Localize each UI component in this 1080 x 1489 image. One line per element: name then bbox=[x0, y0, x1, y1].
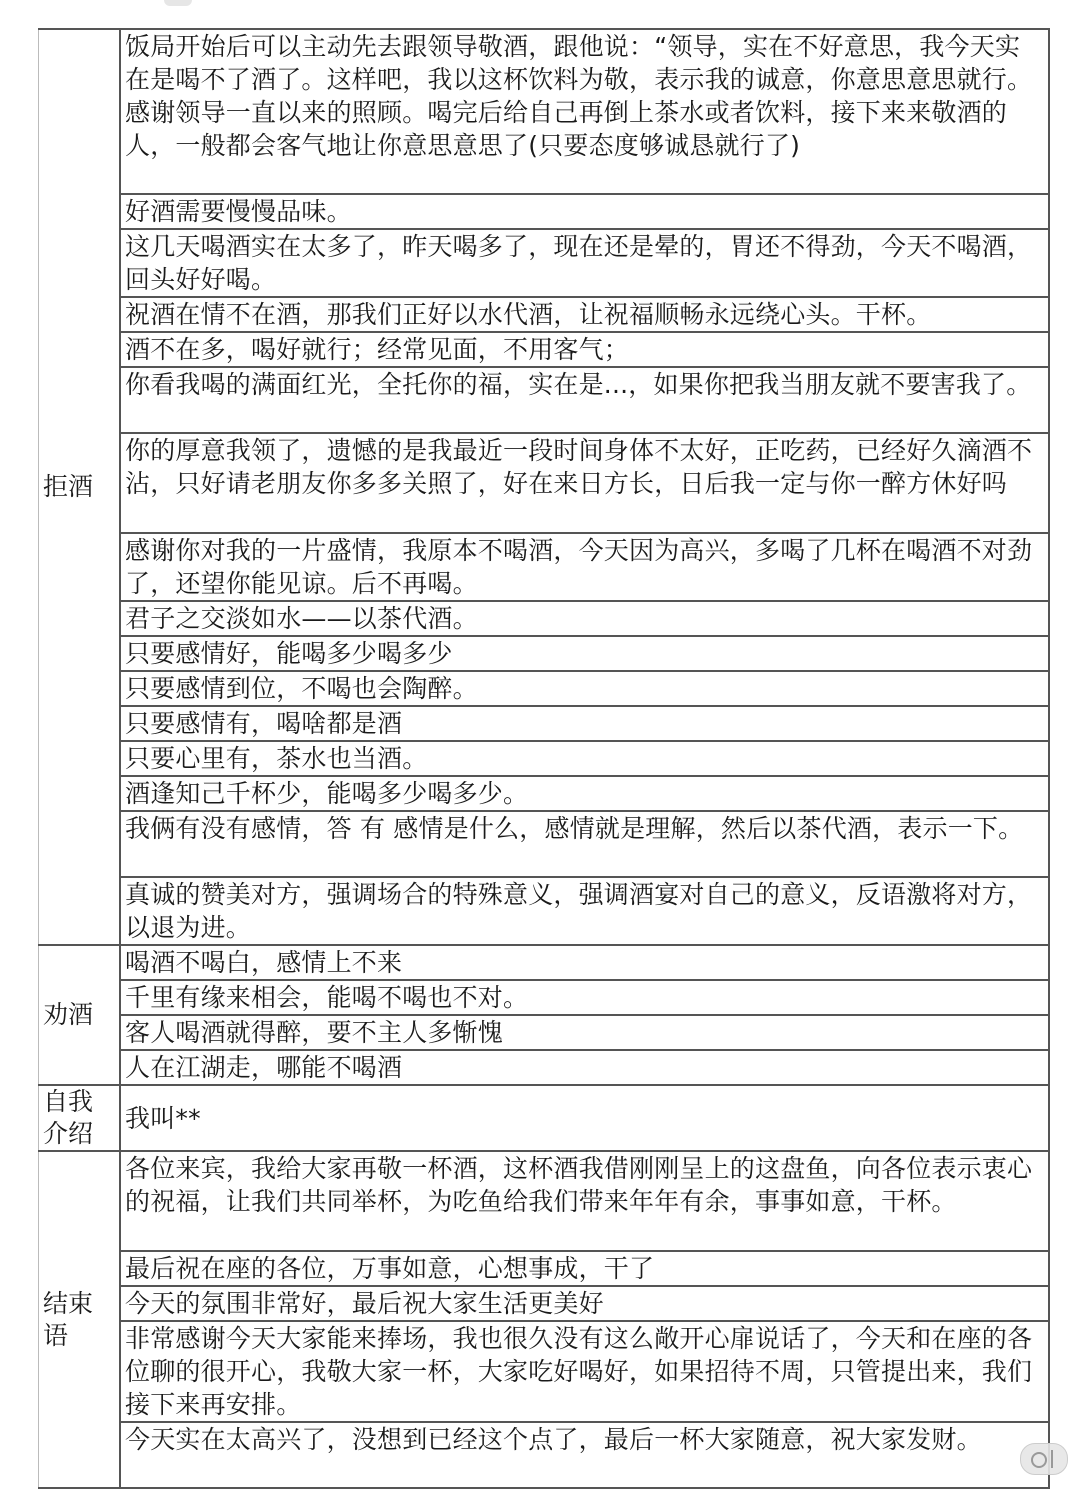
phrase-text: 酒不在多，喝好就行；经常见面，不用客气； bbox=[125, 335, 630, 364]
table-row bbox=[39, 811, 1050, 877]
table-row bbox=[39, 194, 1050, 229]
phrase-cell bbox=[120, 433, 1049, 533]
table-row bbox=[39, 706, 1050, 741]
phrase-text: 君子之交淡如水——以茶代酒。 bbox=[125, 604, 478, 633]
phrase-cell bbox=[120, 1085, 1049, 1151]
phrase-cell bbox=[120, 533, 1049, 601]
phrase-text: 最后祝在座的各位，万事如意，心想事成，干了 bbox=[125, 1254, 655, 1283]
table-row bbox=[39, 433, 1050, 533]
table-row bbox=[39, 1321, 1050, 1422]
table-row bbox=[39, 1050, 1050, 1085]
table-row bbox=[39, 1015, 1050, 1050]
phrase-text: 喝酒不喝白，感情上不来 bbox=[125, 948, 403, 977]
phrase-text: 只要感情好，能喝多少喝多少 bbox=[125, 639, 453, 668]
phrase-cell bbox=[120, 229, 1049, 297]
phrase-cell bbox=[120, 980, 1049, 1015]
phrase-text: 千里有缘来相会，能喝不喝也不对。 bbox=[125, 983, 529, 1012]
phrase-cell bbox=[120, 877, 1049, 945]
table-row bbox=[39, 297, 1050, 332]
phrase-text: 今天的氛围非常好，最后祝大家生活更美好 bbox=[125, 1289, 604, 1318]
phrase-cell bbox=[120, 1015, 1049, 1050]
table-row bbox=[39, 367, 1050, 433]
phrase-text: 祝酒在情不在酒，那我们正好以水代酒，让祝福顺畅永远绕心头。干杯。 bbox=[125, 300, 932, 329]
phrase-text: 我叫** bbox=[125, 1103, 201, 1133]
phrase-cell bbox=[120, 1286, 1049, 1321]
phrase-cell bbox=[120, 1321, 1049, 1422]
phrase-cell bbox=[120, 332, 1049, 367]
table-row bbox=[39, 1151, 1050, 1251]
phrase-cell bbox=[120, 811, 1049, 877]
phrase-table bbox=[38, 28, 1050, 1489]
phrase-cell bbox=[120, 29, 1049, 194]
phrase-text: 你看我喝的满面红光，全托你的福，实在是...，如果你把我当朋友就不要害我了。 bbox=[125, 370, 1032, 399]
table-row bbox=[39, 1085, 1050, 1151]
phrase-text: 感谢你对我的一片盛情，我原本不喝酒，今天因为高兴，多喝了几杯在喝酒不对劲了，还望你能见谅。后不再喝。 bbox=[125, 536, 1033, 598]
phrase-table-wrapper bbox=[38, 28, 1050, 1489]
top-edge bbox=[0, 0, 1080, 30]
phrase-text: 真诚的赞美对方，强调场合的特殊意义，强调酒宴对自己的意义，反语激将对方，以退为进。 bbox=[125, 880, 1033, 942]
phrase-text: 只要感情有，喝啥都是酒 bbox=[125, 709, 403, 738]
table-row bbox=[39, 1286, 1050, 1321]
phrase-cell bbox=[120, 945, 1049, 980]
table-row bbox=[39, 229, 1050, 297]
phrase-text: 饭局开始后可以主动先去跟领导敬酒，跟他说：“领导，实在不好意思，我今天实在是喝不了酒了。这样吧，我以这杯饮料为敬，表示我的诚意，你意思意思就行。感谢领导一直以来的照顾。喝完后给自己再倒上茶水或者饮料，接下来来敬酒的人，一般都会客气地让你意思意思了(只要态度够诚恳就行了) bbox=[125, 32, 1033, 160]
phrase-cell bbox=[120, 636, 1049, 671]
phrase-text: 这几天喝酒实在太多了，昨天喝多了，现在还是晕的，胃还不得劲，今天不喝酒，回头好好喝。 bbox=[125, 232, 1033, 294]
table-row bbox=[39, 332, 1050, 367]
table-row bbox=[39, 671, 1050, 706]
phrase-text: 今天实在太高兴了，没想到已经这个点了，最后一杯大家随意，祝大家发财。 bbox=[125, 1425, 982, 1454]
phrase-cell bbox=[120, 776, 1049, 811]
table-row bbox=[39, 1422, 1050, 1488]
table-row bbox=[39, 533, 1050, 601]
table-row bbox=[39, 741, 1050, 776]
phrase-text: 你的厚意我领了，遗憾的是我最近一段时间身体不太好，正吃药，已经好久滴酒不沾，只好请老朋友你多多关照了，好在来日方长，日后我一定与你一醉方休好吗 bbox=[125, 436, 1033, 498]
table-row bbox=[39, 776, 1050, 811]
phrase-text: 我俩有没有感情，答 有 感情是什么，感情就是理解，然后以茶代酒，表示一下。 bbox=[125, 814, 1024, 843]
phrase-text: 人在江湖走，哪能不喝酒 bbox=[125, 1053, 403, 1082]
table-row bbox=[39, 1251, 1050, 1286]
phrase-cell bbox=[120, 671, 1049, 706]
phrase-text: 客人喝酒就得醉，要不主人多惭愧 bbox=[125, 1018, 504, 1047]
category-cell: 自我介绍 bbox=[39, 1085, 121, 1151]
table-row bbox=[39, 636, 1050, 671]
category-cell: 拒酒 bbox=[39, 29, 121, 945]
phrase-cell bbox=[120, 741, 1049, 776]
phrase-cell bbox=[120, 194, 1049, 229]
table-row bbox=[39, 877, 1050, 945]
phrase-cell bbox=[120, 706, 1049, 741]
phrase-text: 非常感谢今天大家能来捧场，我也很久没有这么敞开心扉说话了，今天和在座的各位聊的很开心，我敬大家一杯，大家吃好喝好，如果招待不周，只管提出来，我们接下来再安排。 bbox=[125, 1324, 1033, 1419]
phrase-cell bbox=[120, 601, 1049, 636]
phrase-cell bbox=[120, 297, 1049, 332]
table-row bbox=[39, 29, 1050, 194]
phrase-table-body bbox=[39, 29, 1050, 1488]
phrase-text: 酒逢知己千杯少，能喝多少喝多少。 bbox=[125, 779, 529, 808]
category-cell: 劝酒 bbox=[39, 945, 121, 1085]
category-cell: 结束语 bbox=[39, 1151, 121, 1488]
phrase-cell bbox=[120, 367, 1049, 433]
phrase-cell bbox=[120, 1422, 1049, 1488]
table-row bbox=[39, 945, 1050, 980]
phrase-cell bbox=[120, 1050, 1049, 1085]
phrase-cell bbox=[120, 1251, 1049, 1286]
watermark-icon bbox=[1020, 1443, 1068, 1475]
phrase-text: 好酒需要慢慢品味。 bbox=[125, 197, 352, 226]
phrase-text: 各位来宾，我给大家再敬一杯酒，这杯酒我借刚刚呈上的这盘鱼，向各位表示衷心的祝福，让我们共同举杯，为吃鱼给我们带来年年有余，事事如意，干杯。 bbox=[125, 1154, 1033, 1216]
phrase-cell bbox=[120, 1151, 1049, 1251]
phrase-text: 只要心里有，茶水也当酒。 bbox=[125, 744, 428, 773]
cropped-icon bbox=[164, 0, 192, 6]
table-row bbox=[39, 980, 1050, 1015]
phrase-text: 只要感情到位，不喝也会陶醉。 bbox=[125, 674, 478, 703]
table-row bbox=[39, 601, 1050, 636]
